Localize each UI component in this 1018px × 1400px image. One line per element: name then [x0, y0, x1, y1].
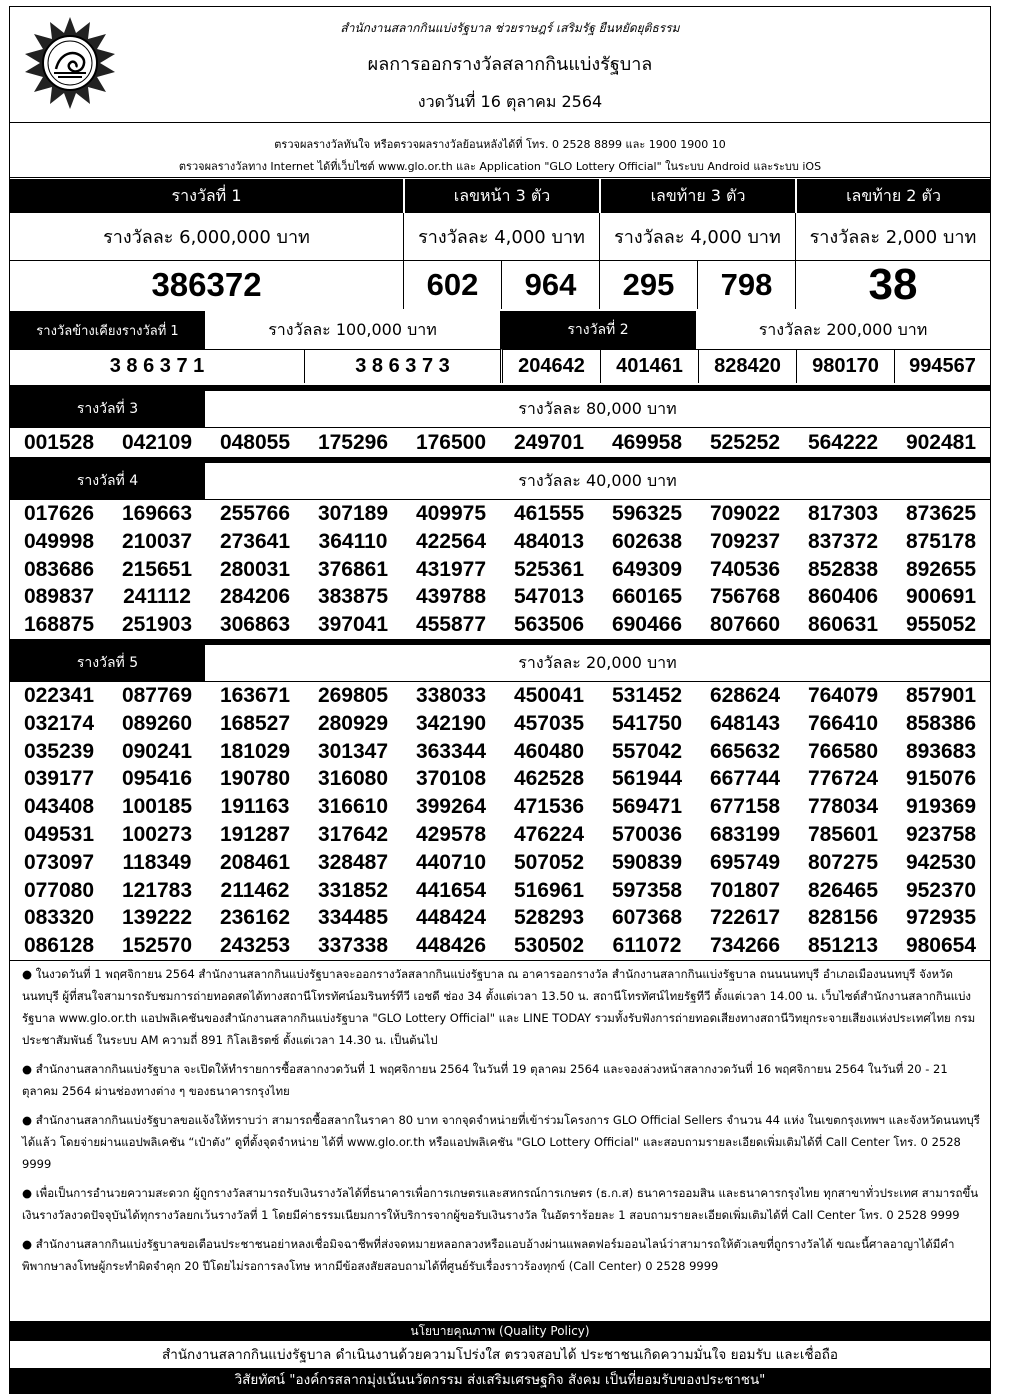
fourth-prize-label: รางวัลที่ 4: [10, 463, 205, 499]
prize-number: 089260: [121, 711, 193, 735]
fifth-prize-amount: รางวัลละ 20,000 บาท: [518, 652, 677, 672]
prize-number: 095416: [121, 767, 193, 791]
prize-number: 972935: [905, 906, 977, 930]
prize-number: 255766: [219, 502, 291, 525]
prize-number: 826465: [807, 878, 879, 902]
prize-number: 448426: [415, 934, 487, 958]
prize-number: 087769: [121, 684, 193, 707]
second-prize-number-1: 204642: [500, 349, 600, 383]
near-first-amount: รางวัลละ 100,000 บาท: [268, 319, 437, 339]
prize-number: 734266: [709, 934, 781, 958]
prize-number: 507052: [513, 850, 585, 874]
prize-number: 607368: [611, 906, 683, 930]
last3-amount: รางวัลละ 4,000 บาท: [599, 213, 795, 261]
second-prize-number-2: 401461: [600, 349, 698, 383]
prize-number: 807660: [709, 613, 781, 637]
prize-number: 942530: [905, 850, 977, 874]
prize-number: 649309: [611, 557, 683, 581]
prize-number: 334485: [317, 906, 389, 930]
prize-number: 528293: [513, 906, 585, 930]
prize-number-row: [10, 793, 990, 821]
prize-number: 139222: [121, 906, 193, 930]
prize-number: 243253: [219, 934, 291, 958]
prize-number: 557042: [611, 739, 683, 763]
prize-number-row: [10, 556, 990, 584]
prize-number: 766580: [807, 739, 879, 763]
prize-number: 191163: [220, 795, 290, 819]
prize-number: 316610: [317, 795, 389, 819]
prize-number: 049998: [23, 529, 95, 553]
prize-number-row: [10, 500, 990, 528]
check-results-info: [10, 122, 990, 178]
last2-label: เลขท้าย 2 ตัว: [795, 179, 990, 213]
prize-number: 397041: [317, 613, 389, 637]
prize-number: 530502: [513, 934, 585, 958]
last3-label: เลขท้าย 3 ตัว: [599, 179, 795, 213]
prize-number: 429578: [415, 823, 487, 846]
third-prize-number: 249701: [513, 431, 585, 454]
prize-number: 541750: [611, 711, 683, 735]
front3-amount: รางวัลละ 4,000 บาท: [403, 213, 599, 261]
prize-number: 648143: [709, 711, 781, 735]
prize-number: 086128: [23, 934, 95, 958]
prize-number: 337338: [317, 934, 389, 958]
prize-number: 628624: [709, 684, 781, 707]
prize-number: 422564: [415, 529, 487, 553]
prize-number: 828156: [807, 906, 879, 930]
prize-number: 923758: [905, 823, 977, 846]
prize-number: 208461: [219, 850, 291, 874]
prize-number: 017626: [23, 502, 95, 525]
vision-statement: วิสัยทัศน์ "องค์กรสลากมุ่งเน้นนวัตกรรม ส่งเสริมเศรษฐกิจ สังคม เป็นที่ยอมรับของประชาชน": [10, 1368, 990, 1393]
header: [10, 7, 990, 123]
prize-number: 785601: [807, 823, 879, 846]
prize-number: 035239: [23, 739, 95, 763]
prize-number: 236162: [219, 906, 291, 930]
announcement-item: ● ในงวดวันที่ 1 พฤศจิกายน 2564 สำนักงานสลากกินแบ่งรัฐบาลจะออกรางวัลสลากกินแบ่งรัฐบาล ณ อาคารออกรางวัล สำนักงานสลากกินแบ่งรัฐบาล ถนนนนทบุรี อำเภอเมืองนนทบุรี จังหวัดนนทบุรี ผู้ที่สนใจสามารถรับชมการถ่ายทอดสดได้ทางสถานีโทรทัศน์อมรินทร์ทีวี เอชดี ช่อง 34 ตั้งแต่เวลา 13.50 น. สถานีโทรทัศน์ไทยรัฐทีวี ตั้งแต่เวลา 14.00 น. เว็บไซต์สำนักงานสลากกินแบ่งรัฐบาล www.glo.or.th แอปพลิเคชันของสำนักงานสลากกินแบ่งรัฐบาล "GLO Lottery Official" และ LINE TODAY รวมทั้งรับฟังการถ่ายทอดเสียงทางสถานีวิทยุกระจายเสียงแห่งประเทศไทย กรมประชาสัมพันธ์ ในระบบ AM ความถี่ 891 กิโลเฮิรตซ์ ตั้งแต่เวลา 14.30 น. เป็นต้นไป: [22, 967, 976, 1047]
quality-policy-title: นโยบายคุณภาพ (Quality Policy): [10, 1321, 990, 1341]
prize-number: 441654: [415, 878, 487, 902]
prize-number: 563506: [513, 613, 585, 637]
prize-number: 611072: [612, 934, 682, 958]
prize-number: 597358: [611, 878, 683, 902]
glo-seal-logo: [22, 15, 118, 111]
third-prize-label: รางวัลที่ 3: [10, 391, 205, 427]
prize-number: 100185: [121, 795, 193, 819]
info-line-internet: ตรวจผลรางวัลทาง Internet ได้ที่เว็บไซต์ www.glo.or.th และ Application "GLO Lottery Official" ในระบบ Android และระบบ iOS: [178, 160, 822, 173]
prize-number: 756768: [709, 585, 781, 609]
prize-number-row: [10, 682, 990, 710]
announcements: [10, 963, 990, 1284]
prize-number: 915076: [905, 767, 977, 791]
prize-number: 667744: [709, 767, 781, 791]
fourth-prize-amount: รางวัลละ 40,000 บาท: [518, 470, 677, 490]
prize-number: 955052: [905, 613, 977, 637]
prize-number: 251903: [121, 613, 193, 637]
first-prize-label: รางวัลที่ 1: [10, 179, 403, 213]
prize-number-row: [10, 849, 990, 877]
prize-number: 039177: [23, 767, 95, 791]
prize-number: 169663: [121, 502, 193, 525]
prize-number-row: [10, 932, 990, 960]
prize-number-row: [10, 738, 990, 766]
prize-number: 709237: [709, 529, 781, 553]
prize-number: 364110: [318, 529, 388, 553]
prize-number: 328487: [317, 850, 389, 874]
prize-number: 450041: [513, 684, 585, 707]
prize-number: 893683: [905, 739, 977, 763]
prize-number: 121783: [121, 878, 193, 902]
prize-number: 980654: [905, 934, 977, 958]
prize-number: 569471: [611, 795, 683, 819]
prize-number: 083686: [23, 557, 95, 581]
fifth-prize-label: รางวัลที่ 5: [10, 645, 205, 681]
prize-number-row: [10, 528, 990, 556]
third-prize-number: 001528: [23, 431, 95, 454]
prize-number: 383875: [317, 585, 389, 609]
page-title: ผลการออกรางวัลสลากกินแบ่งรัฐบาล: [367, 54, 653, 75]
draw-date: งวดวันที่ 16 ตุลาคม 2564: [417, 92, 603, 111]
prize-number: 837372: [807, 529, 879, 553]
fifth-prize-grid: [10, 681, 990, 961]
prize-number: 431977: [415, 557, 487, 581]
prize-number: 363344: [415, 739, 487, 763]
prize-number: 852838: [807, 557, 879, 581]
prize-number-row: [10, 611, 990, 639]
prize-number-row: [10, 710, 990, 738]
near-first-label: รางวัลข้างเคียงรางวัลที่ 1: [10, 311, 205, 349]
prize-number: 338033: [415, 684, 487, 707]
prize-number: 817303: [807, 502, 879, 525]
prize-number: 695749: [709, 850, 781, 874]
prize-number: 211462: [220, 878, 290, 902]
prize-number: 210037: [121, 529, 193, 553]
prize-number: 531452: [611, 684, 683, 707]
prize-number: 461555: [513, 502, 585, 525]
first-prize-amount: รางวัลละ 6,000,000 บาท: [10, 213, 403, 261]
third-prize-number: 175296: [317, 431, 389, 454]
prize-number: 857901: [905, 684, 977, 707]
second-prize-number-3: 828420: [698, 349, 796, 383]
prize-number: 342190: [415, 711, 487, 735]
last2-amount: รางวัลละ 2,000 บาท: [795, 213, 990, 261]
prize-number: 858386: [905, 711, 977, 735]
third-prize-number: 525252: [709, 431, 781, 454]
prize-number: 241112: [123, 585, 191, 609]
prize-number: 118349: [122, 850, 192, 874]
prize-number: 740536: [709, 557, 781, 581]
prize-number: 307189: [317, 502, 389, 525]
front3-number-2: 964: [501, 261, 599, 309]
prize-number: 776724: [807, 767, 879, 791]
third-prize-number: 176500: [415, 431, 487, 454]
prize-number: 032174: [23, 711, 95, 735]
prize-number: 152570: [121, 934, 193, 958]
near-first-number-1: 3 8 6 3 7 1: [10, 349, 304, 383]
prize-number: 873625: [905, 502, 977, 525]
prize-number: 484013: [513, 529, 585, 553]
prize-number: 455877: [415, 613, 487, 637]
prize-number: 191287: [219, 823, 291, 846]
prize-number: 269805: [317, 684, 389, 707]
second-prize-number-4: 980170: [796, 349, 894, 383]
prize-number: 722617: [709, 906, 781, 930]
prize-number-row: [10, 583, 990, 611]
front3-label: เลขหน้า 3 ตัว: [403, 179, 599, 213]
quality-policy-text: สำนักงานสลากกินแบ่งรัฐบาล ดำเนินงานด้วยความโปร่งใส ตรวจสอบได้ ประชาชนเกิดความมั่นใจ ยอมรับ และเชื่อถือ: [162, 1347, 838, 1363]
second-prize-amount: รางวัลละ 200,000 บาท: [758, 319, 928, 339]
third-prize-number: 048055: [219, 431, 291, 454]
prize-number: 273641: [219, 529, 291, 553]
prize-number: 316080: [317, 767, 389, 791]
prize-number: 778034: [807, 795, 879, 819]
prize-number: 860406: [807, 585, 879, 609]
prize-number: 665632: [709, 739, 781, 763]
announcement-item: ● สำนักงานสลากกินแบ่งรัฐบาล จะเปิดให้ทำรายการซื้อสลากงวดวันที่ 1 พฤศจิกายน 2564 ในวันที่ 19 ตุลาคม 2564 และจองล่วงหน้าสลากงวดวันที่ 16 พฤศจิกายน 2564 ในวันที่ 20 - 21 ตุลาคม 2564 ผ่านช่องทางต่าง ๆ ของธนาคารกรุงไทย: [22, 1062, 948, 1098]
prize-number: 570036: [611, 823, 683, 846]
prize-number: 043408: [23, 795, 95, 819]
last3-number-1: 295: [599, 261, 697, 309]
prize-number: 892655: [905, 557, 977, 581]
prize-number: 376861: [317, 557, 389, 581]
prize-number: 457035: [513, 711, 585, 735]
prize-number: 660165: [611, 585, 683, 609]
prize-number: 448424: [415, 906, 487, 930]
prize-number: 516961: [513, 878, 585, 902]
announcement-item: ● สำนักงานสลากกินแบ่งรัฐบาลขอเตือนประชาชนอย่าหลงเชื่อมิจฉาชีพที่ส่งจดหมายหลอกลวงหรือแอบอ้างผ่านแพลตฟอร์มออนไลน์ว่าสามารถให้ตัวเลขที่ถูกรางวัลได้ ขณะนี้ศาลอาญาได้มีคำพิพากษาลงโทษผู้กระทำผิดจำคุก 20 ปีโดยไม่รอการลงโทษ หากมีข้อสงสัยสอบถามได้ที่ศูนย์รับเรื่องราวร้องทุกข์ (Call Center) 0 2528 9999: [22, 1237, 955, 1273]
prize-number: 280031: [219, 557, 291, 581]
prize-number: 677158: [709, 795, 781, 819]
prize-number: 439788: [415, 585, 487, 609]
prize-number: 602638: [611, 529, 683, 553]
third-prize-number: 469958: [611, 431, 683, 454]
front3-number-1: 602: [403, 261, 501, 309]
info-line-phone: ตรวจผลรางวัลทันใจ หรือตรวจผลรางวัลย้อนหลังได้ที่ โทร. 0 2528 8899 และ 1900 1900 10: [274, 138, 726, 151]
prize-number: 764079: [807, 684, 879, 707]
lottery-result-sheet: [9, 6, 991, 1394]
prize-number: 284206: [219, 585, 291, 609]
prize-number: 851213: [807, 934, 879, 958]
prize-number-row: [10, 877, 990, 905]
prize-number: 860631: [807, 613, 879, 637]
prize-number-row: [10, 765, 990, 793]
prize-number: 077080: [23, 878, 95, 902]
prize-number: 766410: [807, 711, 879, 735]
prize-number: 561944: [611, 767, 683, 791]
prize-number: 190780: [219, 767, 291, 791]
prize-number: 306863: [219, 613, 291, 637]
prize-number: 547013: [513, 585, 585, 609]
prize-number: 440710: [415, 850, 487, 874]
first-prize-number: 386372: [151, 266, 262, 303]
prize-number: 301347: [317, 739, 389, 763]
org-motto: สำนักงานสลากกินแบ่งรัฐบาล ช่วยราษฎร์ เสริมรัฐ ยืนหยัดยุติธรรม: [340, 21, 680, 35]
prize-number: 875178: [905, 529, 977, 553]
prize-number: 215651: [121, 557, 193, 581]
prize-number: 100273: [121, 823, 193, 846]
prize-number: 168527: [219, 711, 291, 735]
prize-number: 462528: [513, 767, 585, 791]
prize-number: 181029: [219, 739, 291, 763]
second-prize-number-5: 994567: [894, 349, 990, 383]
prize-number: 399264: [415, 795, 487, 819]
third-prize-amount: รางวัลละ 80,000 บาท: [518, 398, 677, 418]
prize-number: 317642: [317, 823, 389, 846]
prize-number: 709022: [709, 502, 781, 525]
prize-number: 280929: [317, 711, 389, 735]
prize-number: 471536: [513, 795, 585, 819]
prize-number: 952370: [905, 878, 977, 902]
prize-number-row: [10, 821, 990, 849]
prize-number: 022341: [23, 684, 95, 707]
near-first-number-2: 3 8 6 3 7 3: [304, 349, 500, 383]
prize-number: 460480: [513, 739, 585, 763]
prize-number: 409975: [415, 502, 487, 525]
prize-number: 083320: [23, 906, 95, 930]
prize-number: 525361: [513, 557, 585, 581]
prize-number: 919369: [905, 795, 977, 819]
prize-number: 089837: [23, 585, 95, 609]
prize-number: 690466: [611, 613, 683, 637]
third-prize-row: [10, 427, 990, 458]
prize-number: 590839: [611, 850, 683, 874]
prize-number: 900691: [905, 585, 977, 609]
second-prize-label: รางวัลที่ 2: [500, 311, 696, 349]
prize-number: 701807: [709, 878, 781, 902]
third-prize-number: 902481: [905, 431, 977, 454]
prize-number-row: [10, 904, 990, 932]
prize-number: 168875: [23, 613, 95, 637]
prize-number: 476224: [513, 823, 585, 846]
announcement-item: ● เพื่อเป็นการอำนวยความสะดวก ผู้ถูกรางวัลสามารถรับเงินรางวัลได้ที่ธนาคารเพื่อการเกษตรและสหกรณ์การเกษตร (ธ.ก.ส) ธนาคารออมสิน และธนาคารกรุงไทย ทุกสาขาทั่วประเทศ สามารถขึ้นเงินรางวัลงวดปัจจุบันได้ทุกรางวัลยกเว้นรางวัลที่ 1 โดยมีค่าธรรมเนียมการให้บริการจากผู้ขอรับเงินรางวัล ในอัตราร้อยละ 1 สอบถามรายละเอียดเพิ่มเติมได้ที่ Call Center โทร. 0 2528 9999: [22, 1186, 979, 1222]
third-prize-number: 564222: [807, 431, 879, 454]
announcement-item: ● สำนักงานสลากกินแบ่งรัฐบาลขอแจ้งให้ทราบว่า สามารถซื้อสลากในราคา 80 บาท จากจุดจำหน่ายที่เข้าร่วมโครงการ GLO Official Sellers จำนวน 44 แห่ง ในเขตกรุงเทพฯ และจังหวัดนนทบุรีได้แล้ว โดยจ่ายผ่านแอปพลิเคชัน “เป๋าตัง” ดูที่ตั้งจุดจำหน่าย ได้ที่ www.glo.or.th หรือแอปพลิเคชัน "GLO Lottery Official" และสอบถามรายละเอียดเพิ่มเติมได้ที่ Call Center โทร. 0 2528 9999: [22, 1113, 980, 1171]
prize-number: 370108: [415, 767, 487, 791]
last2-number: 38: [795, 261, 990, 309]
last3-number-2: 798: [697, 261, 795, 309]
prize-number: 807275: [807, 850, 879, 874]
prize-number: 596325: [611, 502, 683, 525]
third-prize-number: 042109: [121, 431, 193, 454]
prize-number: 331852: [317, 878, 389, 902]
prize-number: 090241: [121, 739, 193, 763]
prize-number: 073097: [23, 850, 95, 874]
prize-number: 049531: [23, 823, 95, 846]
prize-number: 683199: [709, 823, 781, 846]
fourth-prize-grid: [10, 499, 990, 639]
prize-number: 163671: [219, 684, 291, 707]
